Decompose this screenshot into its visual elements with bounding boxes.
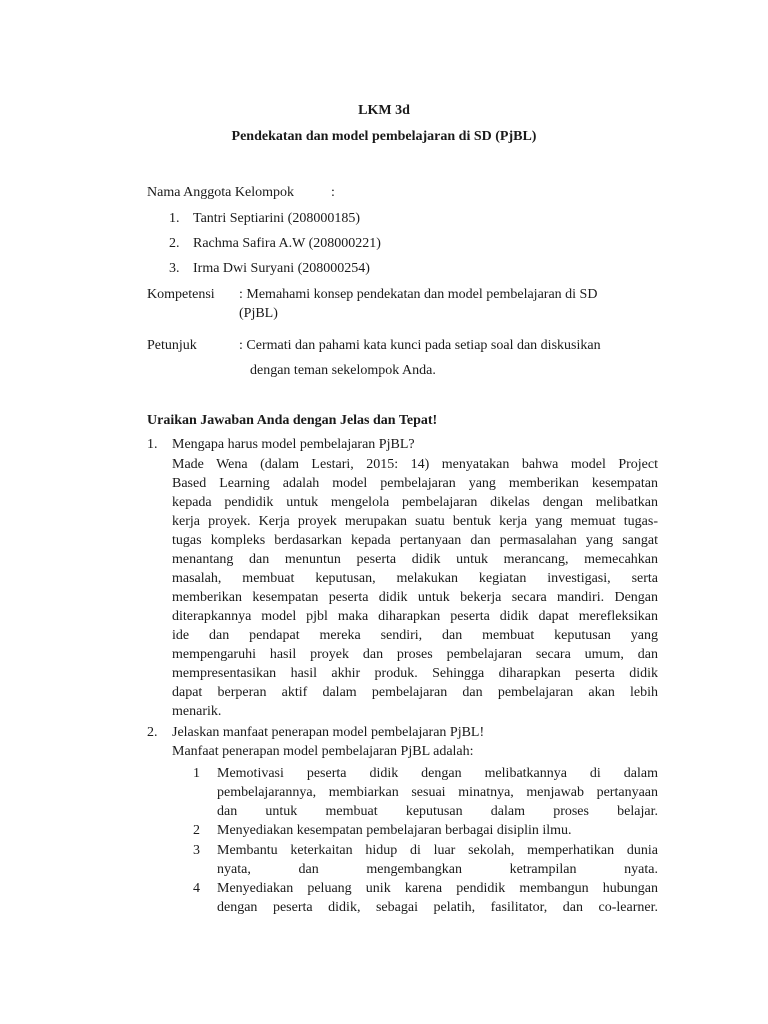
- answer-line: ide dan pendapat mereka sendiri, dan membuat keputusan yang: [172, 628, 658, 643]
- answer-line: kepada pendidik untuk mengelola pembelajaran dikelas dengan melibatkan: [172, 495, 658, 510]
- benefit-line: nyata, dan mengembangkan ketrampilan nyata.: [217, 862, 658, 877]
- question-text: Mengapa harus model pembelajaran PjBL?: [172, 437, 415, 452]
- kompetensi-text-line: (PjBL): [239, 306, 278, 321]
- members-colon: :: [331, 185, 335, 200]
- answer-intro: Manfaat penerapan model pembelajaran PjBL adalah:: [172, 744, 474, 759]
- question-number: 1.: [147, 437, 158, 452]
- benefit-line: Memotivasi peserta didik dengan melibatkannya di dalam: [217, 766, 658, 781]
- document-subtitle: Pendekatan dan model pembelajaran di SD (PjBL): [231, 129, 537, 144]
- kompetensi-text-line: : Memahami konsep pendekatan dan model pembelajaran di SD: [239, 287, 598, 302]
- benefit-line: dengan peserta didik, sebagai pelatih, fasilitator, dan co-learner.: [217, 900, 658, 915]
- answer-line: Made Wena (dalam Lestari, 2015: 14) menyatakan bahwa model Project: [172, 457, 658, 472]
- member-number: 1.: [169, 211, 180, 226]
- kompetensi-label: Kompetensi: [147, 287, 215, 302]
- answer-line: mempengaruhi hasil proyek dan proses pembelajaran secara umum, dan: [172, 647, 658, 662]
- benefit-line: pembelajarannya, membiarkan sesuai minatnya, menjawab pertanyaan: [217, 785, 658, 800]
- answer-line: menarik.: [172, 704, 222, 719]
- answer-line: memberikan kesempatan peserta didik untuk bekerja secara mandiri. Dengan: [172, 590, 658, 605]
- benefit-line: Menyediakan kesempatan pembelajaran berbagai disiplin ilmu.: [217, 823, 572, 838]
- petunjuk-label: Petunjuk: [147, 338, 197, 353]
- answer-line: masalah, membuat keputusan, melakukan kegiatan investigasi, serta: [172, 571, 658, 586]
- petunjuk-text-line: : Cermati dan pahami kata kunci pada setiap soal dan diskusikan: [239, 338, 601, 353]
- benefit-line: Membantu keterkaitan hidup di luar sekolah, memperhatikan dunia: [217, 843, 658, 858]
- petunjuk-text-line: dengan teman sekelompok Anda.: [250, 363, 436, 378]
- answer-line: Based Learning adalah model pembelajaran yang memberikan kesempatan: [172, 476, 658, 491]
- section-heading: Uraikan Jawaban Anda dengan Jelas dan Tepat!: [147, 413, 438, 428]
- benefit-number: 1: [193, 766, 200, 781]
- benefit-number: 3: [193, 843, 200, 858]
- answer-line: dapat berperan aktif dalam pembelajaran dan pembelajaran akan lebih: [172, 685, 658, 700]
- member-number: 2.: [169, 236, 180, 251]
- answer-line: tugas kompleks berdasarkan kepada pertanyaan dan permasalahan yang sangat: [172, 533, 658, 548]
- member-name: Rachma Safira A.W (208000221): [193, 236, 381, 251]
- answer-line: diterapkannya model pjbl maka diharapkan peserta didik dapat merefleksikan: [172, 609, 658, 624]
- answer-line: mempresentasikan hasil akhir produk. Sehingga diharapkan peserta didik: [172, 666, 658, 681]
- members-label: Nama Anggota Kelompok: [147, 185, 294, 200]
- question-text: Jelaskan manfaat penerapan model pembelajaran PjBL!: [172, 725, 485, 740]
- benefit-number: 4: [193, 881, 200, 896]
- member-number: 3.: [169, 261, 180, 276]
- member-name: Irma Dwi Suryani (208000254): [193, 261, 370, 276]
- benefit-line: dan untuk membuat keputusan dalam proses belajar.: [217, 804, 658, 819]
- benefit-line: Menyediakan peluang unik karena pendidik membangun hubungan: [217, 881, 658, 896]
- answer-line: menantang dan menuntun peserta didik untuk merancang, memecahkan: [172, 552, 658, 567]
- benefit-number: 2: [193, 823, 200, 838]
- question-number: 2.: [147, 725, 158, 740]
- answer-line: kerja proyek. Kerja proyek merupakan suatu bentuk kerja yang memuat tugas-: [172, 514, 658, 529]
- member-name: Tantri Septiarini (208000185): [193, 211, 360, 226]
- document-title: LKM 3d: [358, 103, 410, 118]
